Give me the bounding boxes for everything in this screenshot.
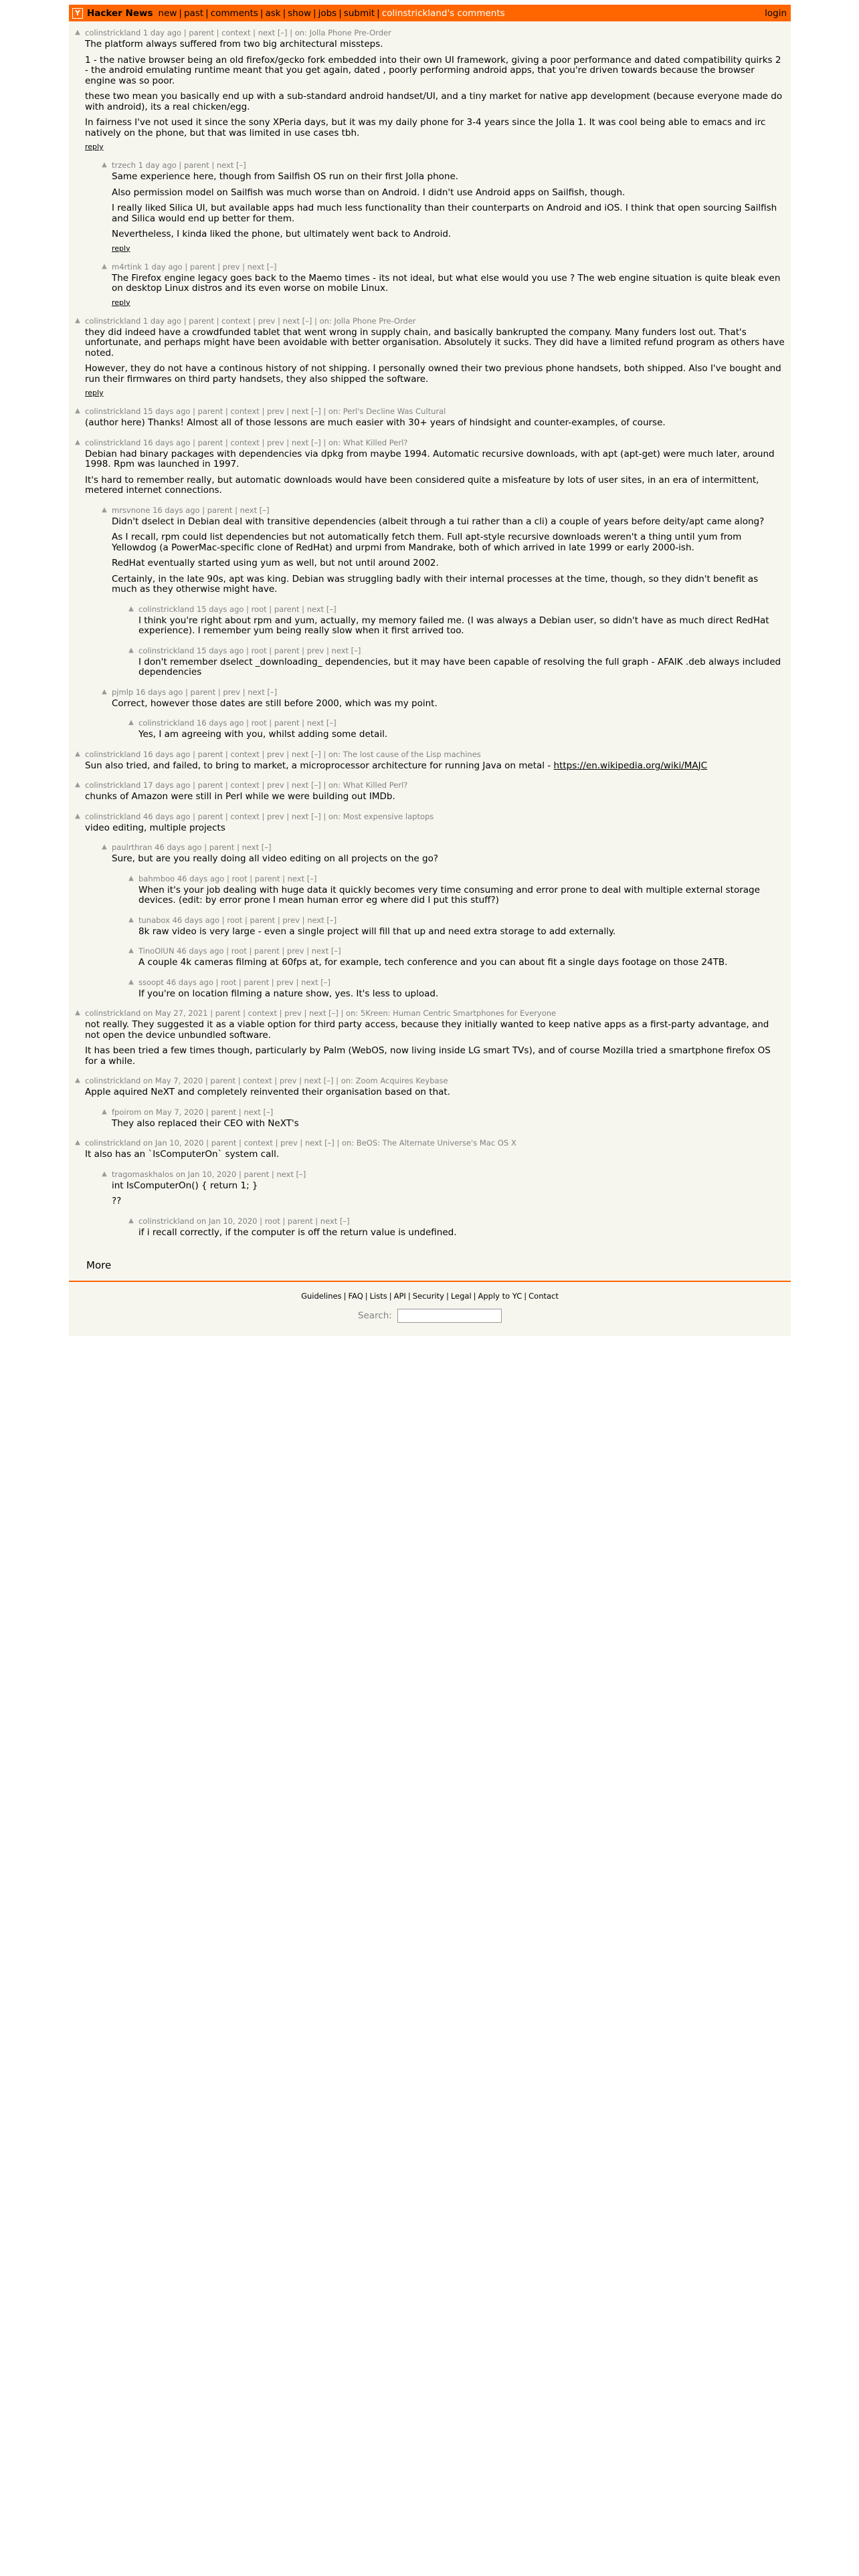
comment-meta[interactable]: colinstrickland 16 days ago | parent | context | prev | next [–] | on: What Killed Perl? [85, 437, 408, 447]
comment-paragraph-text: When it's your job dealing with huge data it quickly becomes very time consuming and error prone to deal with multiple external storage devices. (edit: by error prone I mean human error eg where did I put this stuff?) [138, 884, 760, 905]
comment-paragraph [85, 1087, 785, 1098]
upvote-icon[interactable]: ▲ [75, 781, 80, 788]
comment [69, 874, 791, 909]
comment-text [112, 1181, 785, 1207]
comment-body [112, 687, 785, 712]
comment-paragraph [112, 1196, 785, 1207]
comment-text [85, 1087, 785, 1098]
comment-body [138, 916, 785, 940]
upvote-icon[interactable]: ▲ [102, 506, 107, 514]
nav-link-ask[interactable]: ask [265, 7, 281, 19]
site-name-link[interactable]: Hacker News [87, 7, 153, 19]
comment-text [138, 657, 785, 678]
comment-paragraph [85, 418, 785, 429]
comment [69, 812, 791, 837]
comment [69, 750, 791, 774]
upvote-icon[interactable]: ▲ [75, 812, 80, 820]
upvote-icon[interactable]: ▲ [75, 750, 80, 758]
comment-paragraph [112, 1119, 785, 1130]
comment-paragraph [85, 364, 785, 385]
comment-meta[interactable]: colinstrickland on May 7, 2020 | parent | context | prev | next [–] | on: Zoom Acquires Keybase [85, 1076, 448, 1085]
comment-paragraph-text: The platform always suffered from two big architectural missteps. [85, 39, 383, 49]
comment-body [85, 1138, 785, 1163]
comment [69, 605, 791, 639]
comment-paragraph-text: Same experience here, though from Sailfish OS run on their first Jolla phone. [112, 171, 459, 182]
footer-links [69, 1291, 791, 1301]
nav-link-show[interactable]: show [288, 7, 312, 19]
comment-paragraph-text: Nevertheless, I kinda liked the phone, but ultimately went back to Android. [112, 229, 452, 239]
reply-link[interactable]: reply [85, 142, 104, 151]
comment-text [138, 927, 785, 938]
footer-link[interactable]: FAQ [348, 1291, 363, 1301]
top-nav-bar [69, 5, 791, 21]
login-link[interactable]: login [765, 7, 787, 19]
comment-paragraph [112, 1181, 785, 1192]
comment-meta[interactable]: colinstrickland on May 27, 2021 | parent | context | prev | next [–] | on: 5Kreen: Human Centric Smartphones for Everyone [85, 1008, 557, 1018]
comment [69, 780, 791, 805]
comment-meta[interactable]: colinstrickland 15 days ago | parent | context | prev | next [–] | on: Perl's Decline Was Cultural [85, 407, 446, 416]
footer-link[interactable]: Apply to YC [478, 1291, 522, 1301]
comment-body [112, 506, 785, 598]
comment-text [138, 730, 785, 740]
comment-paragraph-text: int IsComputerOn() { return 1; } [112, 1180, 258, 1191]
comment-body [138, 1216, 785, 1241]
comment-paragraph-text: The Firefox engine legacy goes back to the Maemo times - its not ideal, but what else would you use ? The web engine situation is quite bleak even on desktop Linux distros and its even worse on mobile Linux. [112, 272, 781, 294]
comment-paragraph [85, 328, 785, 359]
comment-body [138, 978, 785, 1002]
comment-body [112, 160, 785, 255]
comment-paragraph [85, 475, 785, 496]
footer-link[interactable]: Security [412, 1291, 444, 1301]
comment [69, 1216, 791, 1241]
comment-paragraph [112, 699, 785, 710]
comment-paragraph-text: A couple 4k cameras filming at 60fps at, for example, tech conference and you can about fit a single days footage on those 24TB. [138, 957, 728, 968]
comment-body [138, 718, 785, 743]
comment-meta[interactable]: fpoirom on May 7, 2020 | parent | next [–] [112, 1107, 274, 1117]
comment-text [85, 761, 785, 772]
comment-text [85, 1020, 785, 1067]
comment [69, 1170, 791, 1210]
comment-paragraph [112, 188, 785, 199]
footer-link[interactable]: Legal [450, 1291, 472, 1301]
upvote-icon[interactable]: ▲ [128, 605, 134, 613]
footer-separator: | [473, 1291, 476, 1301]
comment-paragraph [138, 730, 785, 740]
comment-meta[interactable]: ssoopt 46 days ago | root | parent | prev | next [–] [138, 977, 330, 987]
comment-body [85, 1076, 785, 1101]
comment-meta[interactable]: m4rtink 1 day ago | parent | prev | next [–] [112, 261, 277, 272]
comment-body [85, 28, 785, 154]
comment-body [112, 1170, 785, 1210]
comment-paragraph-text: 1 - the native browser being an old firefox/gecko fork embedded into their own UI framework, giving a poor performance and dated compatibility quirks 2 - the android emulating runtime meant that you get again, dated , poorly performing android apps, that you're driven towards because the browser engine was so poor. [85, 54, 781, 86]
comment-text [85, 792, 785, 802]
reply-link[interactable]: reply [112, 243, 130, 253]
upvote-icon[interactable]: ▲ [102, 1107, 107, 1115]
upvote-icon[interactable]: ▲ [102, 1170, 107, 1178]
comment-paragraph [138, 657, 785, 678]
comment-paragraph-text: Also permission model on Sailfish was much worse than on Android. I didn't use Android apps on Sailfish, though. [112, 187, 626, 198]
comment-meta[interactable]: colinstrickland 16 days ago | parent | context | prev | next [–] | on: The lost cause of the Lisp machines [85, 749, 481, 759]
comment-list [69, 21, 791, 1250]
comment [69, 262, 791, 310]
comment-meta[interactable]: colinstrickland 1 day ago | parent | context | prev | next [–] | on: Jolla Phone Pre-Order [85, 316, 416, 326]
comment-paragraph [112, 574, 785, 595]
comment [69, 843, 791, 867]
comment [69, 28, 791, 154]
comment-meta[interactable]: paulrthran 46 days ago | parent | next [–] [112, 843, 272, 852]
comment-paragraph [85, 1046, 785, 1067]
comment [69, 687, 791, 712]
comment [69, 1138, 791, 1163]
comment-body [85, 316, 785, 401]
comment-text [112, 854, 785, 865]
upvote-icon[interactable]: ▲ [128, 916, 134, 924]
comment-paragraph [85, 1020, 785, 1041]
comment-paragraph [85, 761, 785, 772]
upvote-icon[interactable]: ▲ [128, 719, 134, 726]
y-logo-icon[interactable]: Y [72, 8, 83, 19]
comment-paragraph-text: they did indeed have a crowdfunded tablet that went wrong in supply chain, and basically bankrupted the company. Many funders lost out. That's unfortunate, and perhaps might have been avoidable with better organisation. Absolutely it sucks. They did have a limited refund program as others have noted. [85, 326, 785, 358]
comment-meta[interactable]: colinstrickland 15 days ago | root | parent | next [–] [138, 604, 337, 614]
footer-link[interactable]: Lists [369, 1291, 387, 1301]
upvote-icon[interactable]: ▲ [128, 874, 134, 882]
comment-paragraph-text: Sure, but are you really doing all video editing on all projects on the go? [112, 853, 439, 864]
comment-meta[interactable]: colinstrickland on Jan 10, 2020 | root | parent | next [–] [138, 1216, 350, 1226]
comment-meta[interactable]: tunabox 46 days ago | root | parent | prev | next [–] [138, 915, 337, 925]
comment-meta[interactable]: colinstrickland 1 day ago | parent | context | next [–] | on: Jolla Phone Pre-Order [85, 28, 391, 37]
comment-paragraph [138, 927, 785, 938]
upvote-icon[interactable]: ▲ [75, 407, 80, 415]
comment-paragraph-text: However, they do not have a continous history of not shipping. I personally owned their two previous phone handsets, both shipped. Also I've bought and run their firmwares on third party handsets, they also shipped the software. [85, 363, 781, 385]
comment-meta[interactable]: colinstrickland 16 days ago | root | parent | next [–] [138, 718, 337, 728]
comment-paragraph-text: these two mean you basically end up with a sub-standard android handset/UI, and a tiny market for native app development (because everyone made do with android), its a real chicken/egg. [85, 91, 783, 112]
comment-paragraph-text: Yes, I am agreeing with you, whilst adding some detail. [138, 729, 388, 740]
comment [69, 506, 791, 598]
upvote-icon[interactable]: ▲ [102, 161, 107, 169]
upvote-icon[interactable]: ▲ [102, 687, 107, 695]
nav-link-submit[interactable]: submit [343, 7, 375, 19]
comment-paragraph [85, 1150, 785, 1160]
upvote-icon[interactable]: ▲ [75, 316, 80, 324]
footer-separator: | [365, 1291, 368, 1301]
footer-separator: | [407, 1291, 411, 1301]
comment-paragraph-text: They also replaced their CEO with NeXT's [112, 1117, 299, 1129]
page-container [69, 5, 791, 1336]
comment-text [85, 1150, 785, 1160]
reply-link[interactable]: reply [112, 298, 130, 307]
comment-paragraph [138, 1228, 785, 1239]
comment-body [138, 874, 785, 909]
comment-paragraph-text: 8k raw video is very large - even a single project will fill that up and need extra storage to add externally. [138, 926, 616, 937]
comment-text [112, 172, 785, 240]
comment [69, 438, 791, 499]
nav-links [159, 8, 505, 19]
comment [69, 407, 791, 431]
comment-meta[interactable]: mrsvnone 16 days ago | parent | next [–] [112, 505, 270, 515]
comment-body [85, 438, 785, 499]
nav-separator: | [260, 7, 264, 19]
comment-meta[interactable]: tragomaskhalos on Jan 10, 2020 | parent | next [–] [112, 1169, 306, 1179]
comment-paragraph [138, 989, 785, 1000]
comment-paragraph-text: Didn't dselect in Debian deal with transitive dependencies (albeit through a tui rather than a cli) a couple of years before deity/apt came along? [112, 516, 765, 527]
nav-link-new[interactable]: new [158, 7, 177, 19]
comment [69, 916, 791, 940]
nav-separator: | [205, 7, 209, 19]
comment-paragraph [85, 56, 785, 87]
comment [69, 1076, 791, 1101]
comment-paragraph [85, 118, 785, 138]
comment-paragraph [85, 39, 785, 50]
comment-meta[interactable]: colinstrickland 17 days ago | parent | context | prev | next [–] | on: What Killed Perl? [85, 780, 408, 790]
upvote-icon[interactable]: ▲ [75, 438, 80, 446]
comment-paragraph [138, 616, 785, 637]
comment-paragraph [85, 449, 785, 470]
comment-paragraph-text: It also has an `IsComputerOn` system call. [85, 1149, 280, 1160]
comment-paragraph-text: It has been tried a few times though, particularly by Palm (WebOS, now living inside LG smart TVs), and of course Mozilla tried a smartphone firefox OS for a while. [85, 1045, 771, 1067]
nav-current-page: colinstrickland's comments [381, 7, 505, 19]
nav-link-comments[interactable]: comments [210, 7, 258, 19]
footer-separator: | [343, 1291, 347, 1301]
comment-text [138, 989, 785, 1000]
comment-meta[interactable]: TinoOlUN 46 days ago | root | parent | prev | next [–] [138, 946, 341, 956]
nav-separator: | [377, 7, 380, 19]
comment-paragraph-text: not really. They suggested it as a viable option for third party access, because they initially wanted to keep native apps as a first-party advantage, and not open the device unbundled software. [85, 1019, 769, 1041]
comment-paragraph [85, 92, 785, 112]
comment-body [112, 843, 785, 867]
comment-paragraph [138, 885, 785, 906]
comment-paragraph [112, 274, 785, 294]
comment-meta[interactable]: trzech 1 day ago | parent | next [–] [112, 160, 246, 170]
search-label: Search: [357, 1310, 392, 1321]
comment-paragraph [112, 558, 785, 569]
more-link[interactable]: More [86, 1259, 112, 1271]
comment-paragraph [112, 229, 785, 240]
comment-paragraph [85, 792, 785, 802]
upvote-icon[interactable]: ▲ [128, 947, 134, 954]
comment-paragraph [85, 823, 785, 834]
comment-body [85, 750, 785, 774]
comment-meta[interactable]: colinstrickland 46 days ago | parent | context | prev | next [–] | on: Most expensive laptops [85, 811, 434, 821]
comment-meta[interactable]: colinstrickland 15 days ago | root | parent | prev | next [–] [138, 645, 361, 655]
comment-paragraph-text: I think you're right about rpm and yum, actually, my memory failed me. (I was always a Debian user, so didn't have as much direct RedHat experience). I remember yum being really slow when it first arrived too. [138, 615, 769, 636]
comment-paragraph-text: Debian had binary packages with dependencies via dpkg from maybe 1994. Automatic recursive downloads, with apt (apt-get) were much later, around 1998. Rpm was launched in 1997. [85, 448, 775, 469]
comment-meta[interactable]: bahmboo 46 days ago | root | parent | next [–] [138, 873, 317, 883]
comment [69, 646, 791, 681]
nav-separator: | [313, 7, 316, 19]
footer-link[interactable]: API [393, 1291, 406, 1301]
comment-paragraph-text: if i recall correctly, if the computer is off the return value is undefined. [138, 1226, 457, 1238]
comment-body [138, 605, 785, 639]
comment-text [85, 328, 785, 385]
comment-text [138, 885, 785, 906]
comment-paragraph [112, 203, 785, 224]
comment [69, 718, 791, 743]
comment-text [112, 1119, 785, 1130]
comment-paragraph [112, 172, 785, 183]
upvote-icon[interactable]: ▲ [102, 262, 107, 270]
footer-separator: | [524, 1291, 527, 1301]
comment-text [85, 449, 785, 496]
comment-paragraph-text: Apple aquired NeXT and completely reinvented their organisation based on that. [85, 1087, 450, 1097]
upvote-icon[interactable]: ▲ [75, 29, 80, 36]
comment-paragraph [112, 532, 785, 553]
comment-body [85, 812, 785, 837]
comment-body [112, 1107, 785, 1132]
comment-text [112, 274, 785, 294]
comment-body [138, 646, 785, 681]
comment-body [85, 407, 785, 431]
comment-text [85, 418, 785, 429]
comment-paragraph-text: I don't remember dselect _downloading_ dependencies, but it may have been capable of resolving the full graph - AFAIK .deb always included dependencies [138, 656, 781, 677]
comment-paragraph-text: chunks of Amazon were still in Perl while we were building out IMDb. [85, 791, 395, 802]
nav-separator: | [282, 7, 286, 19]
search-input[interactable] [397, 1309, 502, 1323]
nav-link-jobs[interactable]: jobs [318, 7, 337, 19]
comment [69, 978, 791, 1002]
comment-body [85, 1008, 785, 1069]
upvote-icon[interactable]: ▲ [75, 1077, 80, 1084]
upvote-icon[interactable]: ▲ [128, 1216, 134, 1224]
footer [69, 1281, 791, 1336]
comment [69, 946, 791, 971]
comment-paragraph [112, 854, 785, 865]
nav-link-past[interactable]: past [183, 7, 204, 19]
comment-paragraph [138, 958, 785, 968]
footer-link[interactable]: Guidelines [301, 1291, 342, 1301]
comment-paragraph-text: In fairness I've not used it since the sony XPeria days, but it was my daily phone for 3-4 years since the Jolla 1. It was cool being able to emacs and irc natively on the phone, but that was limited in use cases tbh. [85, 117, 766, 138]
comment-text [138, 616, 785, 637]
upvote-icon[interactable]: ▲ [128, 978, 134, 986]
comment-text [112, 517, 785, 595]
comment-paragraph [112, 517, 785, 528]
comment-paragraph-text: Correct, however those dates are still before 2000, which was my point. [112, 697, 438, 709]
comment-text [85, 39, 785, 138]
footer-link[interactable]: Contact [529, 1291, 559, 1301]
comment-text [112, 699, 785, 710]
comment-paragraph-text: Certainly, in the late 90s, apt was king. Debian was struggling badly with their internal processes at the time, though, so they didn't benefit as much as they otherwise might have. [112, 573, 759, 595]
comment-paragraph-text: If you're on location filming a nature show, yes. It's less to upload. [138, 988, 439, 999]
comment-meta[interactable]: pjmlp 16 days ago | parent | prev | next [–] [112, 687, 278, 697]
comment-link[interactable]: https://en.wikipedia.org/wiki/MAJC [553, 760, 708, 771]
comment-paragraph-text: ?? [112, 1196, 122, 1206]
comment [69, 1008, 791, 1069]
comment-text [138, 958, 785, 968]
comment-meta[interactable]: colinstrickland on Jan 10, 2020 | parent | context | prev | next [–] | on: BeOS: The Alternate Universe's Mac OS X [85, 1138, 516, 1148]
footer-separator: | [446, 1291, 449, 1301]
comment-paragraph-text: It's hard to remember really, but automatic downloads would have been considered quite a misfeature by lots of user sites, in an era of intermittent, metered internet connections. [85, 474, 759, 496]
comment [69, 1107, 791, 1132]
comment-paragraph-text: (author here) Thanks! Almost all of those lessons are much easier with 30+ years of hindsight and counter-examples, of course. [85, 417, 666, 428]
comment-paragraph-text: As I recall, rpm could list dependencies but not automatically fetch them. Full apt-style recursive downloads weren't a thing until yum from Yellowdog (a PowerMac-specific clone of RedHat) and urpmi from Mandrake, both of which arrived in late 1999 or early 2000-ish. [112, 532, 742, 553]
reply-link[interactable]: reply [85, 389, 104, 397]
upvote-icon[interactable]: ▲ [75, 1009, 80, 1016]
comment-paragraph-text: Sun also tried, and failed, to bring to market, a microprocessor architecture for running Java on metal - [85, 760, 554, 771]
comment-text [85, 823, 785, 834]
comment [69, 316, 791, 401]
nav-separator: | [179, 7, 182, 19]
nav-separator: | [339, 7, 342, 19]
upvote-icon[interactable]: ▲ [128, 646, 134, 654]
upvote-icon[interactable]: ▲ [102, 843, 107, 851]
search-row [69, 1309, 791, 1323]
upvote-icon[interactable]: ▲ [75, 1139, 80, 1146]
comment-paragraph-text: RedHat eventually started using yum as well, but not until around 2002. [112, 558, 439, 568]
comment-paragraph-text: video editing, multiple projects [85, 822, 225, 833]
comment-text [138, 1228, 785, 1239]
comment-body [138, 946, 785, 971]
comment [69, 160, 791, 255]
comment-paragraph-text: I really liked Silica UI, but available apps had much less functionality than their counterparts on Android and iOS. I think that open sourcing Sailfish and Silica would end up better for them. [112, 203, 777, 224]
comment-body [85, 780, 785, 805]
footer-separator: | [389, 1291, 392, 1301]
comment-body [112, 262, 785, 310]
